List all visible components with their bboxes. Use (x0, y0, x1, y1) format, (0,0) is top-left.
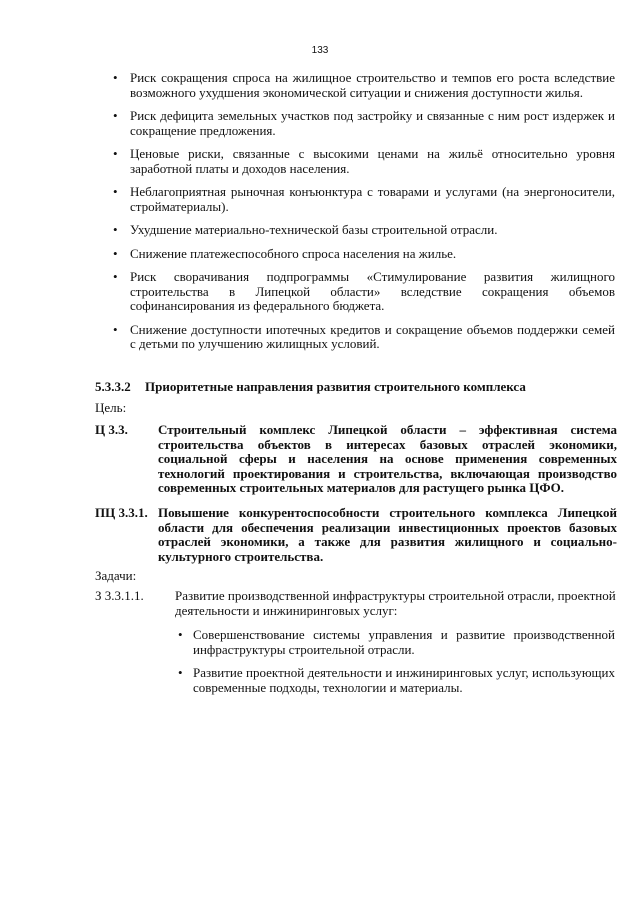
bullet-icon: • (178, 627, 183, 642)
subgoal-text: Повышение конкурентоспособности строительного комплекса Липецкой области для обеспечения реализации инвестиционных проектов базовых отраслей экономики, а также для развития жилищного и социально-культурного строительства. (158, 505, 617, 564)
bullet-icon: • (113, 245, 118, 261)
subtask-text: Совершенствование системы управления и развитие производственной инфраструктуры строительной отрасли. (193, 627, 615, 657)
risk-text: Снижение платежеспособного спроса населения на жилье. (130, 245, 457, 261)
task-block (95, 589, 617, 618)
risk-text: Снижение доступности ипотечных кредитов и сокращение объемов поддержки семей с детьми по улучшению жилищных условий. (130, 321, 615, 351)
page-number: 133 (311, 45, 329, 56)
goal-code: Ц 3.3. (95, 422, 128, 437)
risk-text: Неблагоприятная рыночная конъюнктура с товарами и услугами (на энергоносители, стройматериалы). (130, 184, 615, 214)
risk-text: Риск сворачивания подпрограммы «Стимулирование развития жилищного строительства в Липецкой области» вследствие сокращения объемов софинансирования из федерального бюджета. (130, 269, 615, 313)
risk-text: Риск дефицита земельных участков под застройку и связанные с ним рост издержек и сокращение предложения. (130, 108, 615, 138)
tasks-label: Задачи: (95, 568, 137, 583)
list-item (110, 270, 615, 314)
list-item (110, 109, 615, 138)
risk-text: Ценовые риски, связанные с высокими ценами на жильё относительно уровня заработной платы и доходов населения. (130, 146, 615, 176)
risk-text: Риск сокращения спроса на жилищное строительство и темпов его роста вследствие возможного ухудшения экономической ситуации и снижения доступности жилья. (130, 70, 615, 100)
section-heading (95, 379, 625, 394)
task-text: Развитие производственной инфраструктуры строительной отрасли, проектной деятельности и инжиниринговых услуг: (175, 588, 616, 618)
list-item (110, 247, 615, 262)
bullet-icon: • (113, 269, 118, 284)
goal-block (95, 423, 617, 496)
subtask-list (175, 628, 615, 704)
bullet-icon: • (113, 108, 118, 123)
bullet-icon: • (113, 321, 118, 337)
subgoal-block (95, 506, 617, 564)
bullet-icon: • (113, 184, 118, 199)
goal-text: Строительный комплекс Липецкой области – эффективная система строительства объектов в интересах базовых отраслей экономики, социальной сферы и населения на основе применения современных технологий проектирования и строительства, включающая производство современных строительных материалов для растущего рынка ЦФО. (158, 422, 617, 495)
list-item (175, 666, 615, 695)
bullet-icon: • (113, 70, 118, 85)
list-item (110, 223, 615, 238)
list-item (110, 71, 615, 100)
subtask-text: Развитие проектной деятельности и инжиниринговых услуг, использующих современные подходы, технологии и материалы. (193, 665, 615, 695)
list-item (110, 185, 615, 214)
bullet-icon: • (178, 665, 183, 680)
list-item (110, 323, 615, 352)
task-code: З 3.3.1.1. (95, 588, 144, 603)
list-item (175, 628, 615, 657)
bullet-icon: • (113, 222, 118, 237)
section-title: Приоритетные направления развития строительного комплекса (145, 379, 526, 394)
subgoal-code: ПЦ 3.3.1. (95, 505, 148, 520)
goal-label: Цель: (95, 400, 127, 415)
risk-text: Ухудшение материально-технической базы строительной отрасли. (130, 222, 498, 237)
section-number: 5.3.3.2 (95, 379, 131, 394)
risk-list (110, 71, 615, 361)
bullet-icon: • (113, 146, 118, 161)
list-item (110, 147, 615, 176)
